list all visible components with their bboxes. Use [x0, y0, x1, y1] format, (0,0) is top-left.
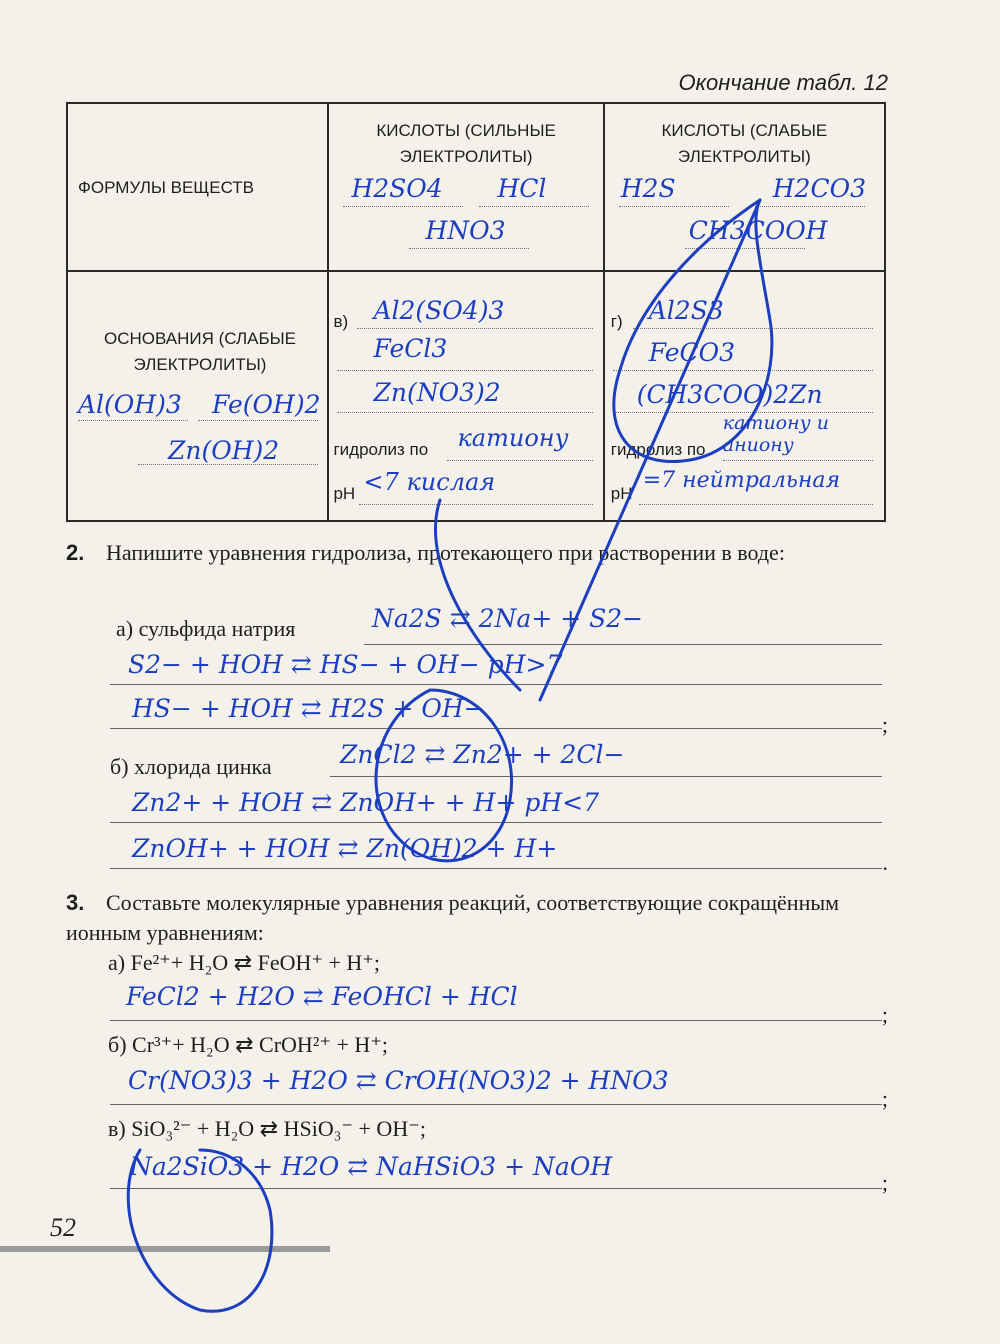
ph-g-value: =7 нейтральная	[642, 468, 841, 493]
salt-g-2: FeCO3	[648, 338, 736, 367]
answer-line	[110, 1020, 882, 1021]
task-3b-answer: Cr(NO3)3 + H2O ⇄ CrOH(NO3)2 + HNO3	[128, 1066, 669, 1095]
dotted-line	[337, 370, 593, 371]
dotted-line	[359, 504, 593, 505]
ph-v-value: <7 кислая	[363, 468, 496, 496]
hydrolysis-label: гидролиз по	[610, 440, 706, 459]
dotted-line	[479, 206, 589, 207]
task-2a-label: а) сульфида натрия	[116, 616, 296, 641]
strong-acid-3: HNO3	[425, 216, 506, 245]
base-1: Al(OH)3	[78, 390, 182, 419]
dotted-line	[447, 460, 593, 461]
answer-line	[110, 1104, 882, 1105]
strong-acids-header: КИСЛОТЫ (СИЛЬНЫЕ ЭЛЕКТРОЛИТЫ)	[376, 121, 556, 166]
task-2-text: Напишите уравнения гидролиза, протекающего при растворении в воде:	[106, 540, 785, 565]
strong-acids-cell	[328, 103, 603, 271]
answer-line	[364, 644, 882, 645]
task-3a-answer: FeCl2 + H2O ⇄ FeOHCl + HCl	[126, 982, 518, 1011]
task-3	[66, 888, 886, 948]
dotted-line	[633, 328, 873, 329]
period: .	[882, 850, 888, 875]
salt-g-3: (CH3COO)2Zn	[636, 380, 823, 409]
base-2: Fe(OH)2	[212, 390, 321, 419]
salt-v-2: FeCl3	[373, 334, 448, 363]
table-caption: Окончание табл. 12	[678, 70, 888, 95]
task-2a-answer-1: Na2S ⇄ 2Na+ + S2−	[372, 604, 644, 633]
formulas-header: ФОРМУЛЫ ВЕЩЕСТВ	[78, 178, 255, 197]
answer-line	[110, 868, 882, 869]
cell-v-label: в)	[333, 312, 349, 331]
dotted-line	[639, 504, 873, 505]
answer-line	[110, 822, 882, 823]
weak-acids-header: КИСЛОТЫ (СЛАБЫЕ ЭЛЕКТРОЛИТЫ)	[661, 121, 828, 166]
ph-label: pH	[610, 484, 633, 503]
salts-table	[66, 102, 886, 522]
dotted-line	[409, 248, 529, 249]
dotted-line	[685, 248, 805, 249]
task-2a-answer-2: S2− + HOH ⇄ HS− + OH− pH>7	[128, 650, 563, 679]
dotted-line	[613, 370, 873, 371]
weak-acid-3: CH3COOH	[688, 216, 828, 245]
weak-acid-2: H2CO3	[772, 174, 866, 203]
dotted-line	[619, 206, 729, 207]
hydrolysis-g-value: катиону и аниону	[722, 412, 829, 456]
dotted-line	[357, 328, 593, 329]
dotted-line	[343, 206, 463, 207]
task-3c-equation: в) SiO₃²⁻ + H₂O ⇄ HSiO₃⁻ + OH⁻;	[108, 1116, 426, 1141]
hydrolysis-v-value: катиону	[457, 424, 569, 452]
task-3b-equation: б) Cr³⁺+ H₂O ⇄ CrOH²⁺ + H⁺;	[108, 1032, 389, 1057]
task-3a-equation: а) Fe²⁺+ H₂O ⇄ FeOH⁺ + H⁺;	[108, 950, 380, 975]
task-2b-answer-2: Zn2+ + HOH ⇄ ZnOH+ + H+ pH<7	[132, 788, 600, 817]
answer-line	[110, 1188, 882, 1189]
task-2b-label: б) хлорида цинка	[110, 754, 272, 779]
base-3: Zn(OH)2	[168, 436, 280, 465]
salt-g-1: Al2S3	[648, 296, 724, 325]
page-number: 52	[50, 1213, 76, 1242]
semicolon: ;	[881, 1086, 888, 1111]
answer-line	[110, 728, 882, 729]
semicolon: ;	[881, 712, 888, 737]
page-footer-bar	[0, 1246, 330, 1252]
salt-v-1: Al2(SO4)3	[373, 296, 505, 325]
answer-line	[110, 684, 882, 685]
hydrolysis-label: гидролиз по	[333, 440, 429, 459]
dotted-line	[337, 412, 593, 413]
answer-line	[330, 776, 882, 777]
task-2a-answer-3: HS− + HOH ⇄ H2S + OH−	[132, 694, 485, 723]
task-2b-answer-3: ZnOH+ + HOH ⇄ Zn(OH)2 + H+	[132, 834, 558, 863]
weak-acids-cell	[604, 103, 885, 271]
formulas-header-cell	[67, 103, 328, 271]
salt-v-3: Zn(NO3)2	[373, 378, 501, 407]
bases-header: ОСНОВАНИЯ (СЛАБЫЕ ЭЛЕКТРОЛИТЫ)	[103, 329, 297, 374]
cell-g-label: г)	[610, 312, 623, 331]
task-2-number: 2.	[66, 540, 85, 565]
dotted-line	[138, 464, 318, 465]
weak-acid-1: H2S	[620, 174, 676, 203]
semicolon: ;	[881, 1170, 888, 1195]
task-3-text: Составьте молекулярные уравнения реакций, соответствующие сокращённым ионным уравнениям:	[66, 890, 840, 945]
salts-v-cell	[328, 271, 603, 521]
bases-cell	[67, 271, 328, 521]
dotted-line	[198, 420, 318, 421]
task-3c-answer: Na2SiO3 + H2O ⇄ NaHSiO3 + NaOH	[130, 1152, 613, 1181]
dotted-line	[755, 206, 865, 207]
salts-g-cell	[604, 271, 885, 521]
semicolon: ;	[881, 1002, 888, 1027]
task-2b-answer-1: ZnCl2 ⇄ Zn2+ + 2Cl−	[340, 740, 625, 769]
ph-label: pH	[333, 484, 356, 503]
dotted-line	[723, 460, 873, 461]
strong-acid-1: H2SO4	[351, 174, 443, 203]
task-2	[66, 538, 886, 568]
strong-acid-2: HCl	[497, 174, 547, 203]
task-3-number: 3.	[66, 890, 85, 915]
dotted-line	[78, 420, 188, 421]
